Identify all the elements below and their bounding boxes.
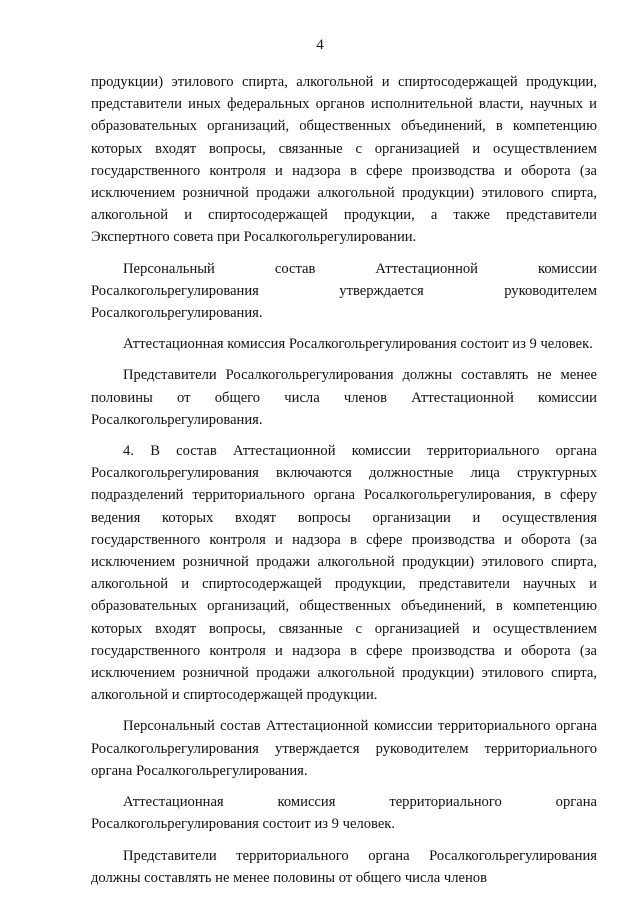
paragraph-territorial-composition-approval: Персональный состав Аттестационной комиссии территориального органа Росалкогольрегулирования утверждается руководителем территориального органа Росалкогольрегулирования. bbox=[91, 718, 597, 779]
paragraph-commission-size: Аттестационная комиссия Росалкогольрегулирования состоит из 9 человек. bbox=[123, 336, 593, 353]
document-body bbox=[91, 71, 597, 898]
paragraph-continuation: продукции) этилового спирта, алкогольной и спиртосодержащей продукции, представители иных федеральных органов исполнительной власти, научных и образовательных организаций, общественных объединений, в компетенцию которых входят вопросы, связанные с организацией и осуществлением государственного контроля и надзора в сфере производства и оборота (за исключением розничной продажи алкогольной продукции) этилового спирта, алкогольной и спиртосодержащей продукции, а также представители Экспертного совета при Росалкогольрегулировании. bbox=[91, 74, 597, 246]
paragraph-territorial-commission-size: Аттестационная комиссия территориального органа Росалкогольрегулирования состоит из 9 человек. bbox=[91, 794, 597, 833]
paragraph-section-4: 4. В состав Аттестационной комиссии территориального органа Росалкогольрегулирования включаются должностные лица структурных подразделений территориального органа Росалкогольрегулирования, в сферу ведения которых входят вопросы организации и осуществления государственного контроля и надзора в сфере производства и оборота (за исключением розничной продажи алкогольной продукции) этилового спирта, алкогольной и спиртосодержащей продукции, представители научных и образовательных организаций, общественных объединений, в компетенцию которых входят вопросы, связанные с организацией и осуществлением государственного контроля и надзора в сфере производства и оборота (за исключением розничной продажи алкогольной продукции) этилового спирта, алкогольной и спиртосодержащей продукции. bbox=[91, 443, 597, 704]
paragraph-territorial-representatives-share: Представители территориального органа Росалкогольрегулирования должны составлять не менее половины от общего числа членов bbox=[91, 847, 597, 886]
paragraph-representatives-share: Представители Росалкогольрегулирования должны составлять не менее половины от общего числа членов Аттестационной комиссии Росалкогольрегулирования. bbox=[91, 367, 597, 428]
page-number: 4 bbox=[316, 37, 324, 53]
paragraph-commission-composition-approval: Персональный состав Аттестационной комиссии Росалкогольрегулирования утверждается руководителем Росалкогольрегулирования. bbox=[91, 260, 597, 322]
